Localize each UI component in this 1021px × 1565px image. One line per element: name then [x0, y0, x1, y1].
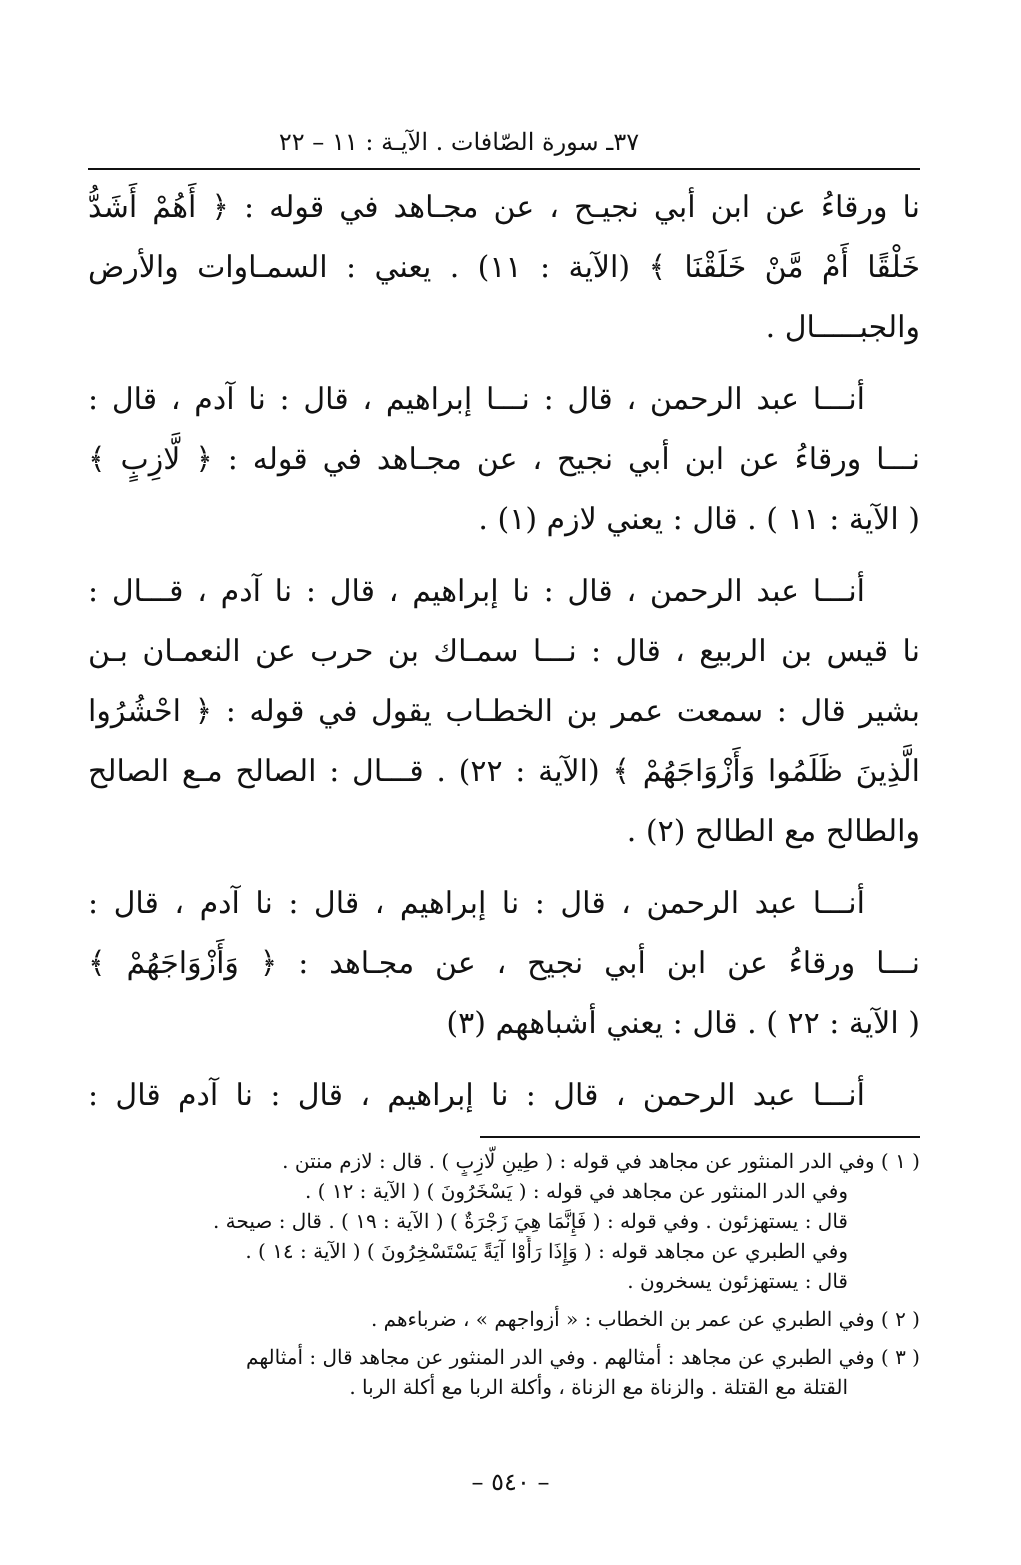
footnote-gap: [88, 1334, 920, 1342]
text-line: بشير قال : سمعت عمر بن الخطـاب يقول في قوله : ﴿ احْشُرُوا: [88, 694, 920, 729]
paragraph-gap: [88, 862, 920, 874]
footnote-line: وفي الطبري عن مجاهد قوله : ( وَإِذَا رَأَوْا آيَةً يَسْتَسْخِرُونَ ) ( الآية : ١٤ ) .: [245, 1239, 848, 1263]
book-page: [88, 120, 920, 1500]
text-line: نـــا ورقاءُ عن ابن أبي نجيح ، عن مجـاهد : ﴿ وَأَزْوَاجَهُمْ ﴾: [88, 946, 920, 981]
footnote-2: [88, 1304, 920, 1334]
main-text: [88, 178, 920, 1126]
text-line: والطالح مع الطالح (٢) .: [626, 814, 920, 849]
paragraph: [88, 874, 920, 1054]
footnote-line: ( ١ ) وفي الدر المنثور عن مجاهد في قوله : ( طِينٍ لَّازِبٍ ) . قال : لازم منتن .: [282, 1149, 920, 1173]
text-line: نا قيس بن الربيع ، قال : نـــا سمـاك بن حرب عن النعمـان بـن: [88, 634, 920, 669]
paragraph: [88, 1066, 920, 1126]
paragraph-gap: [88, 550, 920, 562]
footnote-line: قال : يستهزئون . وفي قوله : ( فَإِنَّمَا هِيَ زَجْرَةٌ ) ( الآية : ١٩ ) . قال : صيحة .: [212, 1209, 848, 1233]
text-line: أنـــا عبد الرحمن ، قال : نا إبراهيم ، قال : نا آدم ، قال :: [88, 886, 865, 921]
footnote-line: ( ٢ ) وفي الطبري عن عمر بن الخطاب : « أزواجهم » ، ضرباءهم .: [370, 1307, 920, 1331]
footnote-1: [88, 1146, 920, 1296]
paragraph: [88, 370, 920, 550]
footnote-gap: [88, 1296, 920, 1304]
paragraph-gap: [88, 358, 920, 370]
paragraph: [88, 178, 920, 358]
footnote-3: [88, 1342, 920, 1402]
header-rule: [88, 168, 920, 170]
footnotes: [88, 1146, 920, 1402]
text-line: أنـــا عبد الرحمن ، قال : نا إبراهيم ، قال : نا آدم قال :: [88, 1078, 865, 1113]
footnote-line: قال : يستهزئون يسخرون .: [627, 1269, 848, 1293]
footnote-rule: [480, 1136, 920, 1138]
text-line: ( الآية : ١١ ) . قال : يعني لازم (١) .: [478, 502, 920, 537]
text-line: خَلْقًا أَمْ مَّنْ خَلَقْنَا ﴾ (الآية : ١١) . يعني : السمـاوات والأرض: [88, 250, 920, 285]
footnote-line: ( ٣ ) وفي الطبري عن مجاهد : أمثالهم . وفي الدر المنثور عن مجاهد قال : أمثالهم: [246, 1345, 920, 1369]
paragraph: [88, 562, 920, 862]
text-line: ( الآية : ٢٢ ) . قال : يعني أشباههم (٣): [446, 1006, 920, 1041]
text-line: أنـــا عبد الرحمن ، قال : نـــا إبراهيم ، قال : نا آدم ، قال :: [88, 382, 865, 417]
text-line: والجبـــــال .: [765, 310, 920, 345]
text-line: نـــا ورقاءُ عن ابن أبي نجيح ، عن مجـاهد في قوله : ﴿ لَّازِبٍ ﴾: [88, 442, 920, 477]
footnote-line: وفي الدر المنثور عن مجاهد في قوله : ( يَسْخَرُونَ ) ( الآية : ١٢ ) .: [304, 1179, 848, 1203]
page-number: – ٥٤٠ –: [471, 1468, 550, 1496]
text-line: أنـــا عبد الرحمن ، قال : نا إبراهيم ، قال : نا آدم ، قـــال :: [88, 574, 865, 609]
footnote-line: القتلة مع القتلة . والزناة مع الزناة ، وأكلة الربا مع أكلة الربا .: [349, 1375, 848, 1399]
text-line: نا ورقاءُ عن ابن أبي نجيـح ، عن مجـاهد في قوله : ﴿ أَهُمْ أَشَدُّ: [88, 190, 920, 225]
running-head: ٣٧ـ سورة الصّافات . الآيـة : ١١ – ٢٢: [278, 128, 640, 156]
text-line: الَّذِينَ ظَلَمُوا وَأَزْوَاجَهُمْ ﴾ (الآية : ٢٢) . قـــال : الصالح مـع الصالح: [88, 754, 920, 789]
paragraph-gap: [88, 1054, 920, 1066]
